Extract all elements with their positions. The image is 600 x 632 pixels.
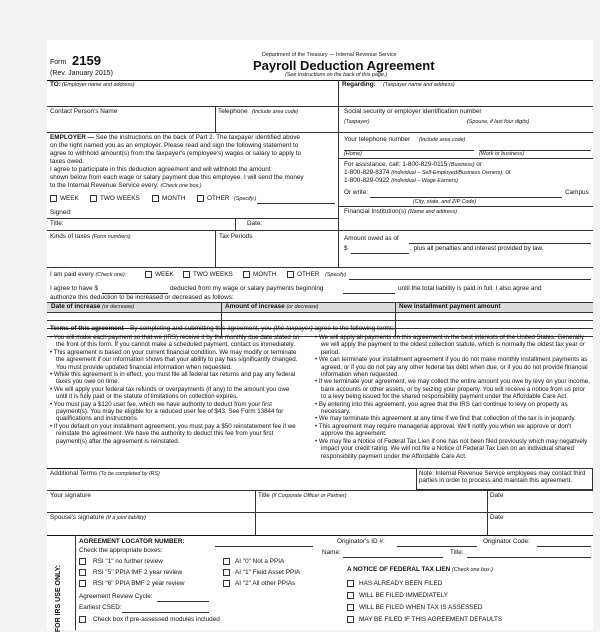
- regarding-hint: (Taxpayer name and address): [383, 82, 455, 88]
- amount-owed-plus: , plus all penalties and interest provided by law.: [410, 245, 544, 252]
- name-label: Name:: [322, 549, 341, 556]
- rule: [47, 535, 593, 536]
- review-cycle-label: Agreement Review Cycle:: [79, 593, 153, 600]
- rule: [215, 106, 216, 132]
- city-hint: (City, state, and ZIP Code): [413, 199, 477, 205]
- form-sheet: [47, 40, 593, 630]
- term-item: • By entering into this agreement, you agree that the IRS can continue to levy on property as necessary.: [315, 400, 568, 416]
- additional-terms-hint: (To be completed by IRS): [98, 471, 160, 477]
- freq-week-label: WEEK: [60, 195, 79, 202]
- paid-every-label: I am paid every: [50, 271, 94, 278]
- sig-title-label: Title: [258, 492, 270, 499]
- term-item: • If you default on your installment agreement, you must pay a $50 reinstatement fee if we reinstate the agreement. We have the authority to deduct this fee from your first payment(s) after the agreement is reinstated.: [50, 422, 296, 445]
- spouse-sig-wrap: [50, 515, 146, 521]
- rule: [338, 230, 593, 231]
- rsi6-checkbox[interactable]: [79, 580, 86, 587]
- employer-line-2: on the right named you as an employer. Please read and sign the following statement to: [50, 142, 299, 149]
- ai0-checkbox[interactable]: [223, 558, 230, 565]
- paid-two-weeks-checkbox[interactable]: [183, 271, 190, 278]
- employer-line-4: taxes owed.: [50, 158, 85, 165]
- lien-hint: (Check one box.): [451, 567, 494, 573]
- ai1-checkbox[interactable]: [223, 569, 230, 576]
- terms-intro: By completing and submitting this agreement, you: [130, 325, 272, 332]
- inc-col-2: [225, 304, 319, 310]
- paid-month-checkbox[interactable]: [243, 271, 250, 278]
- term-item: • You will make each payment so that we (IRS) receive it by the monthly due date stated on the front of this form. If you cannot make a scheduled payment, contact us immediately.: [50, 334, 300, 349]
- campus-label: Campus: [565, 189, 589, 196]
- contact-label: Contact Person's Name: [50, 108, 118, 115]
- lien2-label: WILL BE FILED IMMEDIATELY: [359, 592, 449, 599]
- kinds-hint: (Form numbers): [91, 234, 131, 240]
- date-label: Date:: [247, 220, 263, 227]
- beginning-date-line[interactable]: [343, 293, 395, 294]
- employer-hint: (Check one box.): [160, 183, 202, 189]
- amount-owed-dollar: $: [344, 245, 348, 252]
- irs-note: Note: Internal Revenue Service employees may contact third parties in order to process and maintain this agreement.: [419, 470, 586, 485]
- terms-heading: [50, 326, 395, 332]
- header-rule: [47, 80, 593, 81]
- lien2-checkbox[interactable]: [347, 592, 354, 599]
- agree-line-1b: deducted from my wage or salary payments beginning: [170, 285, 324, 292]
- rule: [235, 218, 236, 230]
- freq-month-label: MONTH: [162, 195, 186, 202]
- lien-heading: [347, 567, 493, 573]
- paid-week-checkbox[interactable]: [145, 271, 152, 278]
- regarding-label: Regarding:: [342, 81, 376, 88]
- terms-right: [315, 334, 591, 468]
- form-number: 2159: [72, 53, 101, 68]
- rule: [395, 302, 396, 336]
- rsi1-checkbox[interactable]: [79, 558, 86, 565]
- freq-other-line[interactable]: [257, 203, 335, 204]
- freq-week-checkbox[interactable]: [50, 195, 57, 202]
- work-hint: (Work or business): [479, 151, 525, 157]
- assist-hint: (Individual – Self-Employed/Business Owners),: [391, 170, 504, 176]
- your-signature-label: Your signature: [50, 492, 91, 499]
- assist-hint: (Individual – Wage Earners): [391, 178, 458, 184]
- name-line[interactable]: [343, 557, 443, 558]
- term-item: • You must pay a $120 user fee, which we have authority to deduct from your first payment(s). You may be eligible for a reduced user fee of $43. See Form 13844 for qualifications and instructions.: [50, 400, 284, 423]
- term-item: • This agreement may require managerial approval. We'll notify you when we approve or don't approve the agreement.: [315, 422, 572, 438]
- terms-intro-italic: (the taxpayer): [273, 325, 313, 332]
- lien4-label: MAY BE FILED IF THIS AGREEMENT DEFAULTS: [359, 616, 503, 623]
- rsi6-label: RSI "6" PPIA BMF 2 year review: [93, 580, 185, 587]
- employer-line-3: agree to withhold amount(s) from the taxpayer's (employee's) wages or salary to apply to: [50, 150, 302, 157]
- form-number-label: Form: [50, 59, 67, 66]
- spouse-signature-hint: (If a joint liability): [105, 515, 147, 521]
- paid-two-weeks-label: TWO WEEKS: [193, 271, 233, 278]
- lien1-checkbox[interactable]: [347, 580, 354, 587]
- rule: [47, 320, 593, 321]
- lien1-label: HAS ALREADY BEEN FILED: [359, 580, 443, 587]
- form-subtitle: (See instructions on the back of this page.): [285, 72, 388, 78]
- paid-other-line[interactable]: [349, 279, 591, 280]
- amount-owed-line[interactable]: [351, 253, 409, 254]
- check-boxes-label: Check the appropriate boxes:: [79, 547, 163, 554]
- assist-line-3: [344, 178, 458, 184]
- terms-left: [50, 334, 300, 468]
- financial-institution-hint: (Name and address): [407, 209, 458, 215]
- lien3-checkbox[interactable]: [347, 604, 354, 611]
- form-revision: (Rev. January 2015): [50, 70, 113, 77]
- assist-phone: 1-800-829-0922: [344, 177, 390, 184]
- inc-col-2-label: Amount of increase: [225, 303, 285, 310]
- irs-title-line[interactable]: [467, 557, 591, 558]
- signed-label: Signed:: [50, 209, 72, 216]
- assist-phone: For assistance, call: 1-800-829-0115: [344, 161, 448, 168]
- review-cycle-line[interactable]: [157, 601, 209, 602]
- preassessed-label: Check box if pre-assessed modules included: [93, 616, 220, 623]
- employer-text: to the Internal Revenue Service every:: [50, 182, 159, 189]
- paid-other-checkbox[interactable]: [287, 271, 294, 278]
- financial-institution-label: Financial Institution(s): [344, 208, 407, 215]
- your-tel-label: Your telephone number: [344, 136, 411, 143]
- terms-intro-2: agree to the following terms:: [314, 325, 395, 332]
- home-phone-line[interactable]: [344, 150, 474, 151]
- irs-title-label: Title:: [450, 549, 464, 556]
- rule: [75, 535, 76, 630]
- additional-terms-wrap: [50, 471, 160, 477]
- rsi5-label: RSI "5" PPIA IMF 2 year review: [93, 569, 183, 576]
- telephone-hint: (Include area code): [252, 109, 299, 115]
- originator-code-line[interactable]: [537, 546, 591, 547]
- term-item: • While this agreement is in effect, you must file all federal tax returns and pay any federal taxes you owe on time.: [50, 371, 296, 386]
- freq-two-weeks-label: TWO WEEKS: [100, 195, 140, 202]
- ai2-checkbox[interactable]: [223, 580, 230, 587]
- agree-line-1: I agree to have $: [50, 285, 98, 292]
- locator-line[interactable]: [215, 546, 313, 547]
- ssn-taxpayer: (Taxpayer): [344, 119, 370, 125]
- tax-periods-label: Tax Periods: [219, 233, 253, 240]
- originator-id-line[interactable]: [397, 546, 477, 547]
- employer-line-6: shown below from each wage or salary payment due this employee. I will send the money: [50, 174, 304, 181]
- assist-or: or: [476, 161, 482, 168]
- to-hint: (Employer name and address): [62, 82, 135, 88]
- employer-line-7: [50, 183, 202, 189]
- your-tel-hint: (Include area code): [419, 137, 466, 143]
- financial-institution-label-wrap: [344, 209, 457, 215]
- term-item: • This agreement is based on your current financial condition. We may modify or terminate the agreement if our information shows that your ability to pay has significantly changed. You must provide updated financial information when requested.: [50, 348, 298, 371]
- assist-or: or: [505, 169, 512, 176]
- rule: [47, 490, 593, 491]
- employer-head: EMPLOYER —: [50, 134, 95, 141]
- locator-label: AGREEMENT LOCATOR NUMBER:: [79, 538, 185, 545]
- ai2-label: AI "2" All other PPIAs: [235, 580, 296, 587]
- paid-every-wrap: [50, 272, 126, 278]
- assist-hint: (Business): [449, 162, 475, 168]
- employer-text: See the instructions on the back of Part 2. The taxpayer identified above: [94, 134, 300, 141]
- inc-col-1: [51, 304, 134, 310]
- assist-line-1: [344, 162, 482, 168]
- address-line[interactable]: [370, 197, 562, 198]
- inc-col-2-hint: (or decrease): [286, 304, 319, 310]
- term-item: • We will apply your federal tax refunds or overpayments (if any) to the amount you owe until it is fully paid or the statute of limitations on collection expires.: [50, 385, 290, 401]
- ssn-label: Social security or employer identification number: [344, 108, 482, 115]
- freq-two-weeks-checkbox[interactable]: [90, 195, 97, 202]
- csed-label: Earliest CSED:: [79, 604, 122, 611]
- lien-head: A NOTICE OF FEDERAL TAX LIEN: [347, 566, 451, 573]
- term-item: • We will apply all payments on this agreement in the best interests of the United States. Generally we will apply the payment to the oldest collection statute, which is normally the oldest tax year or period.: [315, 334, 585, 356]
- title-label: Title:: [50, 220, 64, 227]
- to-label: TO:: [50, 81, 61, 88]
- sig-title-hint: (If Corporate Officer or Partner): [271, 493, 347, 499]
- ai1-label: AI "1" Field Asset PPIA: [235, 569, 301, 576]
- sig-date-label: Date: [490, 492, 504, 499]
- home-hint: (Home): [344, 151, 362, 157]
- kinds-label: Kinds of taxes: [50, 233, 91, 240]
- employer-line-1: [50, 135, 300, 141]
- rsi1-label: RSI "1" no further review: [93, 558, 163, 565]
- freq-other-hint: (Specify.): [234, 196, 257, 202]
- originator-id-label: Originator's ID #:: [337, 538, 385, 545]
- freq-month-checkbox[interactable]: [152, 195, 159, 202]
- agree-line-1c: until the total liability is paid in full. I also agree and: [398, 285, 542, 292]
- term-item: • We can terminate your installment agreement if you do not make monthly installment payments as agreed, or if you do not pay any other federal tax debt when due, or if you do not provide financial information when requested.: [315, 356, 588, 379]
- or-write-label: Or write:: [344, 189, 369, 196]
- lien4-checkbox[interactable]: [347, 616, 354, 623]
- paid-month-label: MONTH: [253, 271, 277, 278]
- assist-phone: 1-800-829-8374: [344, 169, 390, 176]
- rule: [47, 267, 593, 268]
- amount-owed-date-line[interactable]: [409, 243, 591, 244]
- ssn-spouse: (Spouse, if last four digits): [467, 119, 530, 125]
- amount-owed-label: Amount owed as of: [344, 235, 399, 242]
- rsi5-checkbox[interactable]: [79, 569, 86, 576]
- signed-line[interactable]: [47, 218, 338, 219]
- freq-other-label: OTHER: [207, 195, 230, 202]
- rule: [47, 230, 338, 231]
- terms-head: Terms of this agreement—: [50, 325, 131, 332]
- paid-other-hint: (Specify): [325, 272, 347, 278]
- paid-week-label: WEEK: [155, 271, 174, 278]
- rule: [338, 132, 593, 133]
- employer-line-5: I agree to participate in this deduction agreement and will withhold the amount: [50, 166, 271, 173]
- title-sig-wrap: [258, 493, 347, 499]
- preassessed-checkbox[interactable]: [79, 616, 86, 623]
- inc-col-1-label: Date of increase: [51, 303, 101, 310]
- paid-every-hint: (Check one):: [95, 272, 127, 278]
- telephone-label: Telephone: [218, 108, 248, 115]
- rule: [215, 230, 216, 267]
- rule: [47, 132, 338, 133]
- rule: [338, 106, 593, 107]
- irs-use-only-label: FOR IRS USE ONLY:: [55, 564, 63, 632]
- inc-col-3: New installment payment amount: [399, 303, 501, 310]
- kinds-of-taxes-wrap: [50, 234, 131, 240]
- spouse-date-label: Date: [490, 514, 504, 521]
- department-line: Department of the Treasury — Internal Revenue Service: [262, 52, 397, 58]
- assist-line-2: [344, 170, 511, 176]
- rule: [47, 512, 593, 513]
- term-item: • We may file a Notice of Federal Tax Lien if one has not been filed previously which may negatively impact your credit rating. We will not file a Notice of Federal Tax Lien on an individual shared responsibility payment under the Affordable Care Act.: [315, 437, 588, 460]
- divider-vertical-top: [338, 80, 339, 267]
- term-item: • We may terminate this agreement at any time if we find that collection of the tax is in jeopardy.: [315, 415, 576, 423]
- rule: [338, 206, 593, 207]
- ai0-label: AI "0" Not a PPIA: [235, 558, 285, 565]
- rule: [47, 312, 593, 313]
- rule: [338, 158, 593, 159]
- freq-other-checkbox[interactable]: [197, 195, 204, 202]
- rule: [47, 106, 338, 107]
- agree-line-2: authorize this deduction to be increased or decreased as follows:: [50, 294, 234, 301]
- additional-terms-label: Additional Terms: [50, 470, 98, 477]
- spouse-signature-label: Spouse's signature: [50, 514, 105, 521]
- term-item: • If we terminate your agreement, we may collect the entire amount you owe by levy on your income, bank accounts or other assets, or by seizing your property. You will receive a notice from us prior to a levy being issued for the shared responsibility payment under the Affordable Care Act.: [315, 378, 590, 401]
- inc-col-1-hint: (or decrease): [102, 304, 135, 310]
- paid-other-label: OTHER: [297, 271, 320, 278]
- form-title: Payroll Deduction Agreement: [253, 58, 435, 73]
- csed-line[interactable]: [122, 612, 209, 613]
- originator-code-label: Originator Code:: [483, 538, 530, 545]
- lien3-label: WILL BE FILED WHEN TAX IS ASSESSED: [359, 604, 483, 611]
